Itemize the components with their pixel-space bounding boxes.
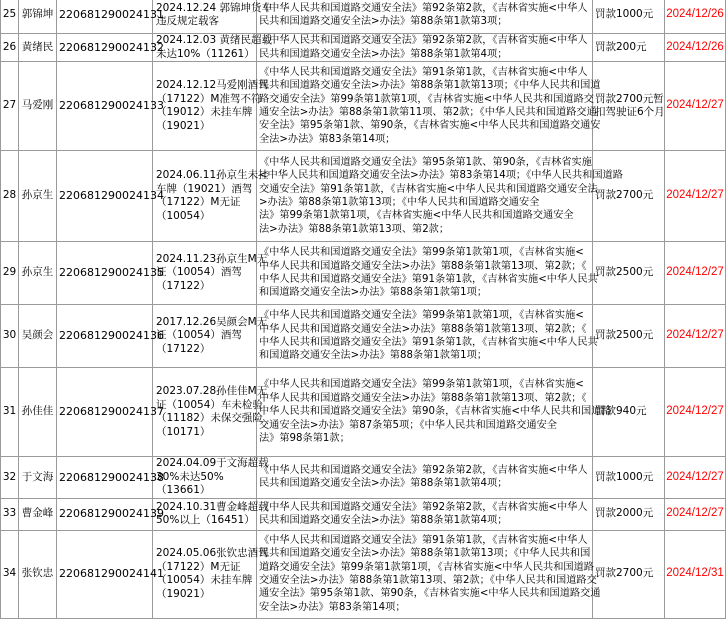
row-number: 33 [1,498,19,530]
violation-facts-line: 证（10054）车未检验 [156,398,263,411]
legal-basis-line: 《中华人民共和国道路交通安全法》第92条第2款，《吉林省实施<中华人 [259,2,588,14]
row-number: 32 [1,457,19,499]
penalty-result [593,530,665,618]
legal-basis-line: 《中华人民共和国道路交通安全法》第92条第2款，《吉林省实施<中华人 [259,501,588,513]
legal-basis-line: 中华人民共和国道路交通安全法>办法》第88条第1款第13项、第2款；《 [259,260,587,272]
penalty-result [593,457,665,499]
table-row [1,151,726,242]
legal-basis-line: 法>办法》第88条第1款第13项、第2款； [259,223,450,235]
decision-date: 2024/12/27 [665,151,726,242]
legal-basis-line: 民共和国道路交通安全法>办法》第88条第1款第4项； [259,48,508,60]
person-name: 于文海 [19,457,57,499]
legal-basis-line: 中华人民共和国道路交通安全法》第91条第1款，《吉林省实施<中华人民共 [259,337,598,348]
person-name: 曹金峰 [19,498,57,530]
legal-basis [257,34,593,62]
row-number: 29 [1,242,19,305]
violation-facts-line: 2024.05.06张钦忠酒驾 [156,547,269,559]
violation-facts-line: （17122）M无证 [156,560,241,573]
legal-basis [257,305,598,368]
legal-basis [257,151,623,242]
violation-facts [153,151,269,242]
violation-facts-line: 2024.12.12马爱刚酒驾 [156,79,269,91]
violation-facts [153,242,268,305]
table-row [1,368,726,457]
violation-facts-line: （10054）未挂车牌 [156,574,253,586]
violation-facts [153,305,268,368]
violation-facts-line: 证（10054）酒驾 [156,329,242,342]
penalty-result [593,368,665,457]
table-row [1,242,726,305]
penalty-result-line: 罚款1000元 [595,8,654,21]
legal-basis-line: 中华人民共和国道路交通安全法>办法》第88条第1款第13项、第2款；《 [259,323,587,335]
case-number: 220681290024134 [57,151,153,242]
legal-basis-line: 路交通安全法》第99条第1款第1项，《吉林省实施<中华人民共和国道路交 [259,93,594,105]
case-number: 220681290024138 [57,457,153,499]
penalty-result-line: 罚款2000元 [595,507,654,520]
legal-basis-line: 民共和国道路交通安全法>办法》第88条第1款第3项； [259,16,508,27]
table-row [1,62,726,151]
legal-basis [257,368,612,457]
case-number: 220681290024135 [57,242,153,305]
violation-facts-line: 2024.12.24 郭锦坤货车 [156,1,272,14]
person-name: 孙佳佳 [19,368,57,457]
legal-basis-line: 《中华人民共和国道路交通安全法》第91条第1款，《吉林省实施<中华人 [259,66,588,78]
decision-date: 2024/12/27 [665,242,726,305]
legal-basis-line: 民共和国道路交通安全法>办法》第88条第1款第4项； [259,478,508,490]
legal-basis-line: 法》第99条第1款第1项，《吉林省实施<中华人民共和国道路交通安全 [259,210,574,222]
violation-facts [153,530,269,618]
table-row [1,498,726,530]
decision-date: 2024/12/27 [665,305,726,368]
row-number: 28 [1,151,19,242]
violation-facts [153,368,268,457]
violation-facts [153,457,269,499]
row-number: 31 [1,368,19,457]
penalty-result-line: 罚款1000元 [595,470,654,483]
violation-facts [153,498,269,530]
penalty-result-line: 罚款200元 [595,40,647,53]
person-name: 张钦忠 [19,530,57,618]
legal-basis [257,62,601,151]
violation-facts [153,34,272,62]
legal-basis-line: 安全法>办法》第83条第14项； [259,601,406,613]
person-name: 郭锦坤 [19,0,57,34]
violation-facts-line: 证（10054）酒驾 [156,266,242,279]
penalty-result-line: 罚款2700元暂 [595,92,664,105]
row-number: 34 [1,530,19,618]
violation-facts-line: 2024.10.31曹金峰超载 [156,500,269,513]
violation-facts-line: （17122） [156,279,211,292]
person-name: 黄绪民 [19,34,57,62]
table-row [1,305,726,368]
legal-basis-line: 中华人民共和国道路交通安全法》第91条第1款，《吉林省实施<中华人民共 [259,274,598,285]
legal-basis-line: 《中华人民共和国道路交通安全法》第92条第2款，《吉林省实施<中华人 [259,35,588,47]
penalty-result-line: 罚款940元 [595,405,647,418]
legal-basis-line: 《中华人民共和国道路交通安全法》第91条第1款，《吉林省实施<中华人 [259,534,588,546]
penalty-result [593,242,665,305]
violation-facts-line: （19021） [156,587,211,600]
person-name: 孙京生 [19,151,57,242]
case-number: 220681290024132 [57,34,153,62]
legal-basis-line: 中华人民共和国道路交通安全法>办法》第88条第1款第13项、第2款；《 [259,392,587,404]
violation-facts-line: （17122）M准驾不符 [156,92,262,105]
row-number: 30 [1,305,19,368]
violation-facts-line: （17122） [156,342,211,355]
violation-facts-line: （17122）M无证 [156,196,241,208]
penalty-result-line: 罚款2500元 [595,266,654,279]
legal-basis-line: 通安全法》第95条第1款、第90条，《吉林省实施<中华人民共和国道路交通 [259,588,601,600]
violation-facts-line: 车牌（19021）酒驾 [156,182,253,195]
row-number: 25 [1,0,19,34]
legal-basis-line: 全法>办法》第83条第14项； [259,133,396,145]
decision-date: 2024/12/31 [665,530,726,618]
legal-basis-line: 《中华人民共和国道路交通安全法》第95条第1款、第90条，《吉林省实施 [259,156,592,168]
legal-basis-line: 中华人民共和国道路交通安全法》第90条，《吉林省实施<中华人民共和国道路 [259,406,612,418]
decision-date: 2024/12/26 [665,34,726,62]
case-number: 220681290024131 [57,0,153,34]
penalty-result [593,305,665,368]
decision-date: 2024/12/27 [665,498,726,530]
case-number: 220681290024137 [57,368,153,457]
legal-basis-line: 和国道路交通安全法>办法》第88条第1款第1项； [259,350,488,362]
penalty-result-line: 罚款2700元 [595,567,654,580]
violation-facts-line: （19012）未挂车牌 [156,106,253,118]
penalty-result-line: 扣驾驶证6个月 [595,106,665,118]
violation-facts-line: （10054） [156,209,211,222]
violation-facts-line: 2024.11.23孙京生M无 [156,252,268,265]
legal-basis-line: 《中华人民共和国道路交通安全法》第92条第2款，《吉林省实施<中华人 [259,464,588,476]
legal-basis-line: >办法》第88条第1款第13项；《中华人民共和国道路交通安全 [259,197,540,208]
case-number: 220681290024139 [57,498,153,530]
case-number: 220681290024141 [57,530,153,618]
legal-basis [257,242,598,305]
penalty-result [593,0,665,34]
case-number: 220681290024133 [57,62,153,151]
violation-facts-line: 未达10%（11261） [156,47,255,60]
row-number: 27 [1,62,19,151]
decision-date: 2024/12/27 [665,62,726,151]
person-name: 孙京生 [19,242,57,305]
penalty-result-line: 罚款2500元 [595,329,654,342]
legal-basis-line: 交通安全法>办法》第87条第5项；《中华人民共和国道路交通安全 [259,419,557,431]
legal-basis [257,0,593,34]
legal-basis [257,530,601,618]
table-row [1,530,726,618]
legal-basis-line: 民共和国道路交通安全法>办法》第88条第1款第13项；《中华人民共和国道 [259,80,601,92]
table-row [1,457,726,499]
table-row [1,0,726,34]
legal-basis-line: 安全法》第95条第1款、第90条，《吉林省实施<中华人民共和国道路交通安 [259,120,601,132]
legal-basis-line: 道路交通安全法》第99条第1款第1项，《吉林省实施<中华人民共和国道路 [259,561,594,573]
row-number: 26 [1,34,19,62]
decision-date: 2024/12/26 [665,0,726,34]
violation-facts-line: 违反规定载客 [156,15,219,27]
legal-basis [257,498,593,530]
legal-basis-line: 和国道路交通安全法>办法》第88条第1款第1项； [259,287,488,299]
legal-basis-line: 民共和国道路交通安全法>办法》第88条第1款第4项； [259,515,508,526]
legal-basis-line: 交通安全法》第91条第1款，《吉林省实施<中华人民共和国道路交通安全法 [259,183,598,195]
legal-basis-line: 通安全法>办法》第88条第1款第11项、第2款；《中华人民共和国道路交通 [259,107,597,118]
legal-basis-line: 法》第98条第1款； [259,433,350,445]
table-row [1,34,726,62]
penalty-result [593,62,665,151]
legal-basis-line: 民共和国道路交通安全法>办法》第88条第1款第13项；《中华人民共和国 [259,548,591,560]
legal-basis-line: 《中华人民共和国道路交通安全法》第99条第1款第1项，《吉林省实施< [259,379,584,391]
violation-facts-line: 2024.06.11孙京生未挂 [156,169,269,181]
legal-basis-line: <中华人民共和国道路交通安全法>办法》第83条第14项；《中华人民共和国道路 [259,170,623,182]
legal-basis-line: 交通安全法>办法》第88条第1款第13项、第2款；《中华人民共和国道路交 [259,575,597,586]
violation-facts-line: 50%以上（16451） [156,514,255,526]
violation-facts [153,0,272,34]
legal-basis-line: 《中华人民共和国道路交通安全法》第99条第1款第1项，《吉林省实施< [259,247,584,259]
violation-facts-line: 2024.12.03 黄绪民超载 [156,34,272,46]
violation-facts-line: （11182）未保交强险 [156,412,263,424]
violation-facts-line: 2017.12.26吴颜会M无 [156,315,268,328]
violation-facts [153,62,269,151]
penalty-result [593,498,665,530]
person-name: 马爱刚 [19,62,57,151]
penalty-result [593,151,665,242]
violation-facts-line: 30%未达50% [156,470,224,483]
violation-facts-line: （13661） [156,484,211,496]
person-name: 吴颜会 [19,305,57,368]
violation-facts-line: 2024.04.09于文海超载 [156,457,269,469]
penalty-result [593,34,665,62]
decision-date: 2024/12/27 [665,368,726,457]
violation-facts-line: （19021） [156,119,211,132]
decision-date: 2024/12/27 [665,457,726,499]
violation-facts-line: （10171） [156,425,211,438]
legal-basis [257,457,593,499]
case-number: 220681290024136 [57,305,153,368]
penalty-result-line: 罚款2700元 [595,189,654,202]
violation-facts-line: 2023.07.28孙佳佳M无 [156,385,268,397]
legal-basis-line: 《中华人民共和国道路交通安全法》第99条第1款第1项，《吉林省实施< [259,310,584,322]
